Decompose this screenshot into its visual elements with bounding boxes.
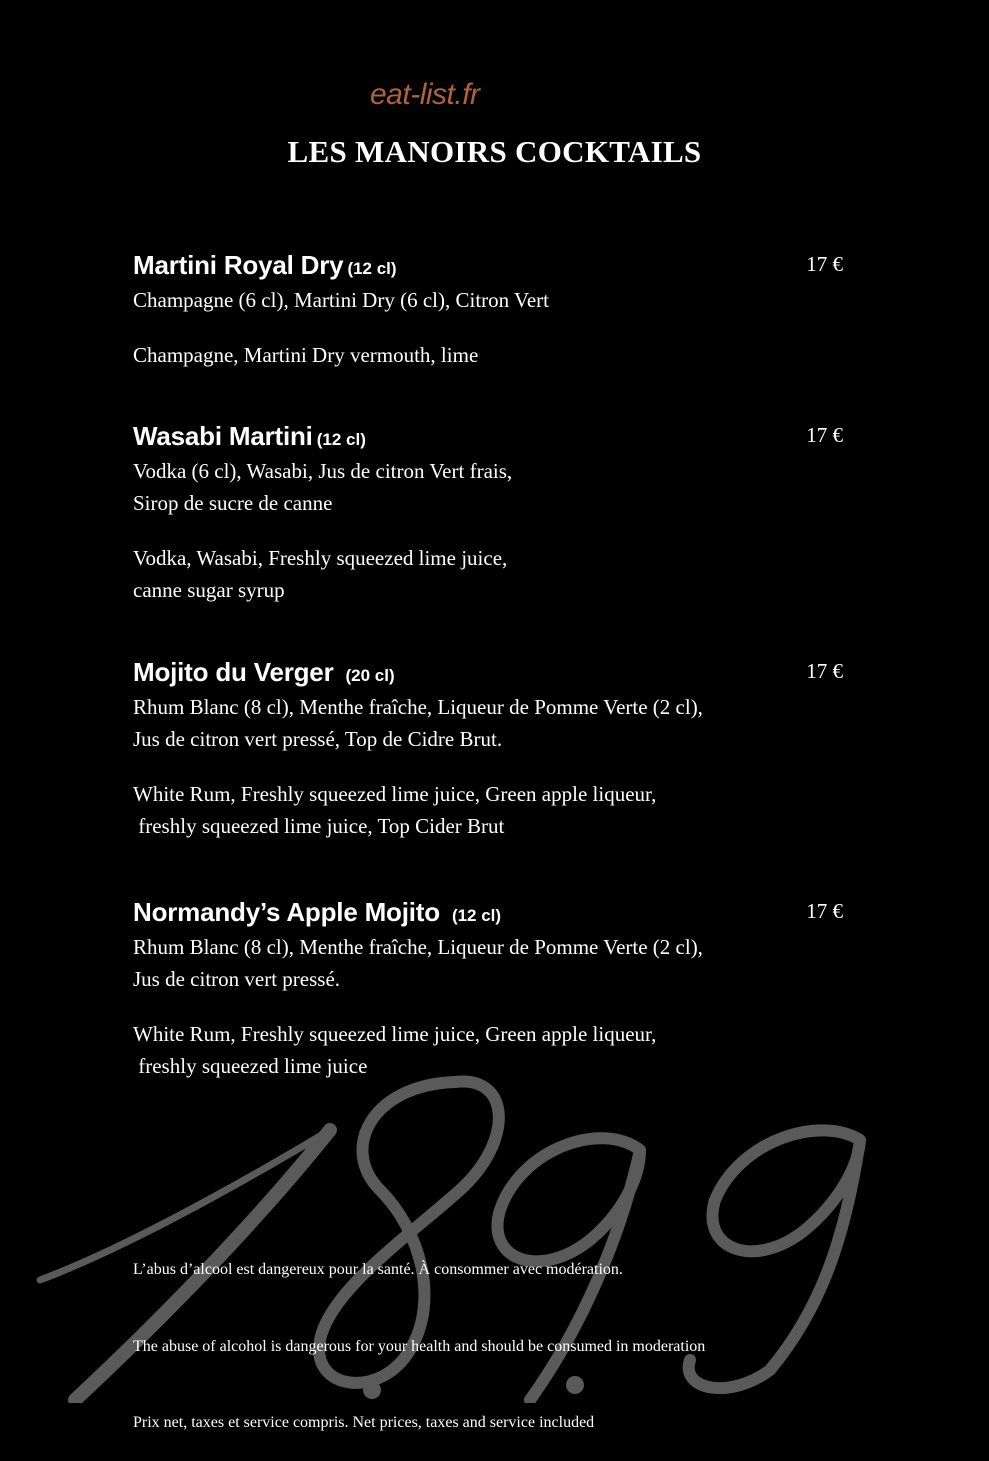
menu-item-price: 17 € (806, 423, 843, 447)
menu-item-description-en: freshly squeezed lime juice (133, 1054, 368, 1078)
menu-item-name: Martini Royal Dry (133, 250, 344, 280)
menu-item-header (133, 897, 848, 931)
menu-item (133, 421, 848, 606)
menu-item-volume: (12 cl) (316, 430, 366, 449)
menu-item-price: 17 € (806, 659, 843, 683)
menu-item-description-fr: Vodka (6 cl), Wasabi, Jus de citron Vert frais, (133, 459, 513, 483)
disclaimer-line: The abuse of alcohol is dangerous for your health and should be consumed in moderation (133, 1337, 706, 1355)
menu-item-volume: (12 cl) (451, 906, 502, 925)
menu-item-description-en: canne sugar syrup (133, 578, 285, 602)
disclaimer-line: L’abus d’alcool est dangereux pour la santé. À consommer avec modération. (133, 1261, 623, 1278)
page-title: LES MANOIRS COCKTAILS (287, 134, 702, 169)
menu-item-description-en: Champagne, Martini Dry vermouth, lime (133, 343, 479, 367)
menu-item-description-en: Vodka, Wasabi, Freshly squeezed lime juice, (133, 546, 508, 570)
menu-item (133, 250, 848, 371)
site-watermark-text: eat-list.fr (370, 78, 480, 111)
menu-item (133, 897, 848, 1082)
menu-item-description-fr: Jus de citron vert pressé. (133, 967, 341, 991)
menu-item-name: Normandy’s Apple Mojito (133, 897, 440, 927)
menu-item-description-fr: Sirop de sucre de canne (133, 491, 333, 515)
disclaimer-line: Prix net, taxes et service compris. Net prices, taxes and service included (133, 1414, 595, 1431)
menu-item-name: Wasabi Martini (133, 421, 313, 451)
menu-item-name: Mojito du Verger (133, 657, 334, 687)
menu-item-description-en: White Rum, Freshly squeezed lime juice, Green apple liqueur, (133, 1022, 657, 1046)
menu-item-header (133, 421, 848, 455)
menu-item-description-en: White Rum, Freshly squeezed lime juice, Green apple liqueur, (133, 782, 657, 806)
menu-item-volume: (20 cl) (345, 666, 395, 685)
legal-disclaimer (133, 1206, 705, 1461)
menu-item-price: 17 € (806, 252, 843, 276)
menu-item-description-fr: Jus de citron vert pressé, Top de Cidre Brut. (133, 727, 503, 751)
menu-item-price: 17 € (806, 899, 843, 923)
menu-item-volume: (12 cl) (347, 259, 397, 278)
menu-item-header (133, 250, 848, 284)
menu-item-description-en: freshly squeezed lime juice, Top Cider Brut (133, 814, 505, 838)
menu-item-header (133, 657, 848, 691)
menu-item-description-fr: Champagne (6 cl), Martini Dry (6 cl), Citron Vert (133, 288, 550, 312)
menu-item (133, 657, 848, 842)
menu-item-description-fr: Rhum Blanc (8 cl), Menthe fraîche, Liqueur de Pomme Verte (2 cl), (133, 935, 703, 959)
menu-item-description-fr: Rhum Blanc (8 cl), Menthe fraîche, Liqueur de Pomme Verte (2 cl), (133, 695, 703, 719)
